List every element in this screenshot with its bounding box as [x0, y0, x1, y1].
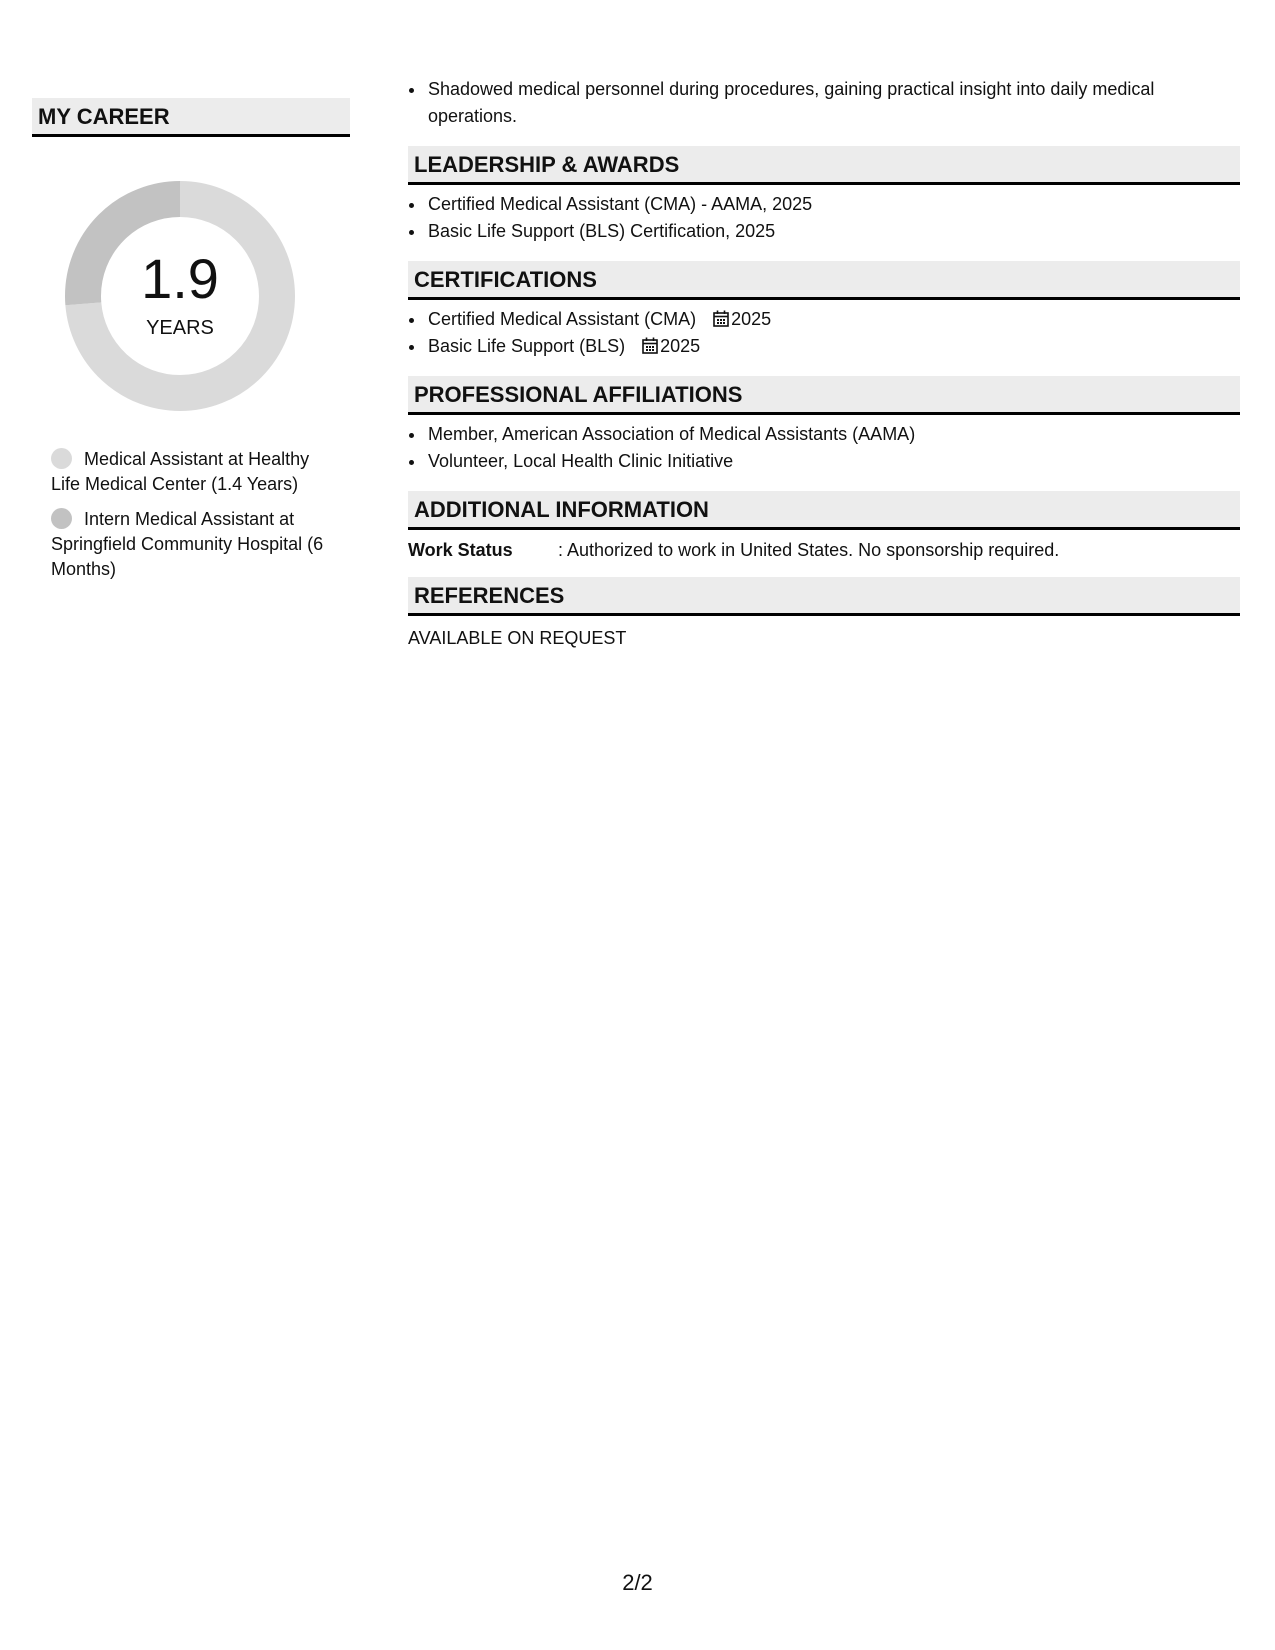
additional-heading: ADDITIONAL INFORMATION: [408, 491, 1240, 530]
list-item: • Volunteer, Local Health Clinic Initiative: [426, 448, 1240, 475]
work-status-row: [408, 540, 1240, 561]
career-total-years: 1.9: [141, 247, 219, 310]
affiliations-list: [408, 421, 1240, 475]
additional-section: [408, 491, 1240, 561]
leadership-list: [408, 191, 1240, 245]
legend-label: Intern Medical Assistant at Springfield Community Hospital (6 Months): [51, 509, 324, 579]
references-text: AVAILABLE ON REQUEST: [408, 628, 627, 648]
leadership-heading: LEADERSHIP & AWARDS: [408, 146, 1240, 185]
list-item: • Certified Medical Assistant (CMA) - AAMA, 2025: [426, 191, 1240, 218]
legend-dot: [51, 448, 72, 469]
career-legend: [51, 447, 341, 582]
references-heading: REFERENCES: [408, 577, 1240, 616]
career-donut-chart: [65, 181, 295, 411]
work-status-label: Work Status: [408, 540, 513, 560]
affiliations-section: [408, 376, 1240, 475]
list-item: [426, 306, 1240, 333]
legend-dot: [51, 508, 72, 529]
list-item: • Member, American Association of Medical Assistants (AAMA): [426, 421, 1240, 448]
legend-item: [51, 507, 341, 582]
cert-name: Certified Medical Assistant (CMA): [428, 309, 697, 329]
experience-bullets: [408, 76, 1240, 130]
legend-label: Medical Assistant at Healthy Life Medical Center (1.4 Years): [51, 449, 310, 494]
cert-year: 2025: [731, 309, 772, 329]
list-item: [426, 333, 1240, 360]
cert-name: Basic Life Support (BLS): [428, 336, 626, 356]
legend-item: [51, 447, 341, 497]
calendar-icon: [642, 337, 658, 354]
references-section: [408, 577, 1240, 649]
affiliations-heading: PROFESSIONAL AFFILIATIONS: [408, 376, 1240, 415]
cert-year: 2025: [660, 336, 701, 356]
certifications-heading: CERTIFICATIONS: [408, 261, 1240, 300]
list-item: • Basic Life Support (BLS) Certification, 2025: [426, 218, 1240, 245]
list-item: • Shadowed medical personnel during procedures, gaining practical insight into daily medical operations.: [426, 76, 1240, 130]
work-status-value: : Authorized to work in United States. No sponsorship required.: [558, 540, 1060, 560]
calendar-icon: [713, 310, 729, 327]
certifications-section: [408, 261, 1240, 360]
career-total-unit: YEARS: [146, 317, 214, 339]
certifications-list: [408, 306, 1240, 360]
career-panel: [32, 98, 350, 592]
page-number: 2/2: [622, 1570, 653, 1595]
main-column: [408, 72, 1240, 649]
leadership-section: [408, 146, 1240, 245]
career-heading: MY CAREER: [32, 98, 350, 137]
